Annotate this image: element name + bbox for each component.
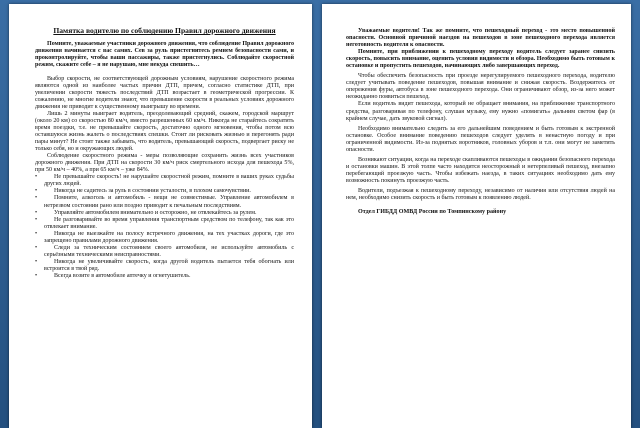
rule-text: Никогда не выезжайте на полосу встречного движения, на тех участках дороги, где это запрещено правилами дорожного движения. [44, 230, 294, 244]
bullet-icon: • [35, 258, 38, 265]
document-page-left [9, 4, 312, 428]
rule-text: Управляйте автомобилем внимательно и осторожно, не отвлекайтесь за рулем. [54, 209, 257, 216]
rules-list [35, 174, 294, 280]
rule-text: Не разговаривайте во время управления транспортным средством по телефону, так как это отвлекает внимание. [44, 216, 294, 230]
rule-text: Никогда не увеличивайте скорость, когда другой водитель пытается тебя обогнать или встроится в твой ряд. [44, 258, 294, 272]
bullet-icon: • [35, 195, 38, 202]
bullet-icon: • [35, 273, 38, 279]
speed-paragraph-2: Лишь 2 минуты выиграет водитель, преодолевающий средний, скажем, городской маршрут (около 20 км) со скоростью 80 км/ч, вместо разрешенных 60 км/ч. Никогда не старайтесь сократить время поездки, т.е. не превышайте скорость, достаточно одного мгновения, чтобы потом всю оставшуюся жизнь жалеть о последствиях спешки. Стоит ли рисковать жизнью и перегонять ради пары минут? Не стоит также забывать, что водитель, превышающий скорость, подвергает риску не только себя, но и окружающих людей. [35, 110, 294, 153]
speed-paragraph-3: Соблюдение скоростного режима - меры позволяющие сохранить жизнь всех участников дорожного движения. При ДТП на скорости 30 км/ч риск смертельного исхода для пешехода 5%, при 50 км/ч – 40%, а при 65 км/ч – уже 84%. [35, 153, 294, 174]
bullet-icon: • [35, 216, 38, 223]
intro-paragraph: Помните, уважаемые участники дорожного движения, что соблюдение Правил дорожного движения начинается с вас самих. Сев за руль пристегнитесь ремнем безопасности сами, и проконтролируйте, чтобы ваши пассажиры, также пристегнулись. Соблюдайте скоростной режим, скажите себе – я не нарушаю, мне некуда спешить… [35, 41, 294, 69]
bullet-icon: • [35, 244, 38, 251]
rule-text: Помните, алкоголь и автомобиль - вещи не совместимые. Управление автомобилем в нетрезвом состоянии рано или поздно приводит к печальным последствиям. [44, 195, 294, 209]
rule-item [35, 245, 294, 259]
rule-item [35, 195, 294, 209]
rule-item [35, 231, 294, 245]
document-page-right [322, 4, 631, 428]
crossing-paragraph-5: Необходимо внимательно следить за его дальнейшим поведением и быть готовым к экстренной остановке. Особое внимание поведению пешеходов следует уделять в ненастную погоду и при ограниченной видимости. Из-за поднятых воротников, головных уборов и т.п. они могут не заметить опасности. [346, 125, 615, 153]
rule-text: Всегда возите в автомобиле аптечку и огнетушитель. [54, 273, 191, 279]
signature: Отдел ГИБДД ОМВД России по Томпинскому району [358, 208, 507, 215]
bullet-icon: • [35, 188, 38, 195]
crossing-paragraph-7: Водители, подъезжая к пешеходному переходу, независимо от наличия или отсутствия людей на нем, необходимо снизить скорость и быть готовым к появлению людей. [346, 187, 615, 202]
speed-paragraph-1: Выбор скорости, не соответствующей дорожным условиям, нарушение скоростного режима являются одной из наиболее частых причин ДТП, причем, согласно статистике ДТП, при увеличении скорости тяжесть последствий ДТП возрастает в геометрической прогрессии. К сожалению, не многие водители знают, что превышение скорости в реальных условиях дорожного движения не приводит к существенному выигрышу во времени. [35, 75, 294, 110]
crossing-paragraph-6: Возникают ситуации, когда на переходе скапливаются пешеходы в ожидании безопасного перехода и остановки машин. В этой толпе часто находится неосторожный и нетерпеливый пешеход, внезапно перебегающий проезжую часть. Чтобы избежать наезда, в таких ситуациях необходимо дать ему возможность покинуть проезжую часть. [346, 156, 615, 184]
rule-text: Следи за техническим состоянием своего автомобиля, не используйте автомобиль с серьёзными техническими неисправностями. [44, 244, 294, 258]
rule-text: Никогда не садитесь за руль в состоянии усталости, в плохом самочувствии. [54, 188, 251, 195]
bullet-icon: • [35, 174, 38, 181]
crossing-paragraph-1: Уважаемые водители! Так же помните, что пешеходный переход - это место повышенной опасности. Основной причиной наездов на пешеходов в зоне пешеходного перехода является неготовность водителя к опасности. [346, 28, 615, 49]
rule-item [35, 217, 294, 231]
crossing-paragraph-4: Если водитель видит пешехода, который не обращает внимания, на приближение транспортного средства, разговаривая по телефону, слушая музыку, ему нужно «помигать» дальним светом фар (в крайнем случае, дать звуковой сигнал). [346, 101, 615, 122]
rule-item [35, 174, 294, 188]
rule-text: Не превышайте скорость! не нарушайте скоростной режим, помните в ваших руках судьбы других людей. [44, 174, 294, 188]
rule-item [35, 273, 294, 280]
rule-item [35, 210, 294, 217]
document-title: Памятка водителю по соблюдению Правил дорожного движения [53, 26, 276, 35]
bullet-icon: • [35, 230, 38, 237]
crossing-paragraph-3: Чтобы обеспечить безопасность при проезде нерегулируемого пешеходного перехода, водителю следует учитывать поведение пешеходов, повышая внимание и снижая скорость. Воздержитесь от опережения фуры, автобуса в зоне пешеходного перехода. Они ограничивают обзор, из-за него может неожиданно появиться пешеход. [346, 73, 615, 101]
crossing-paragraph-2: Помните, при приближении к пешеходному переходу водитель следует заранее снизить скорость, повысить внимание, оценить условия видимости и обзора. Необходимо быть готовым к остановке и пропустить пешеходов, начинающих либо завершающих переход. [346, 49, 615, 70]
bullet-icon: • [35, 209, 38, 216]
rule-item [35, 259, 294, 273]
